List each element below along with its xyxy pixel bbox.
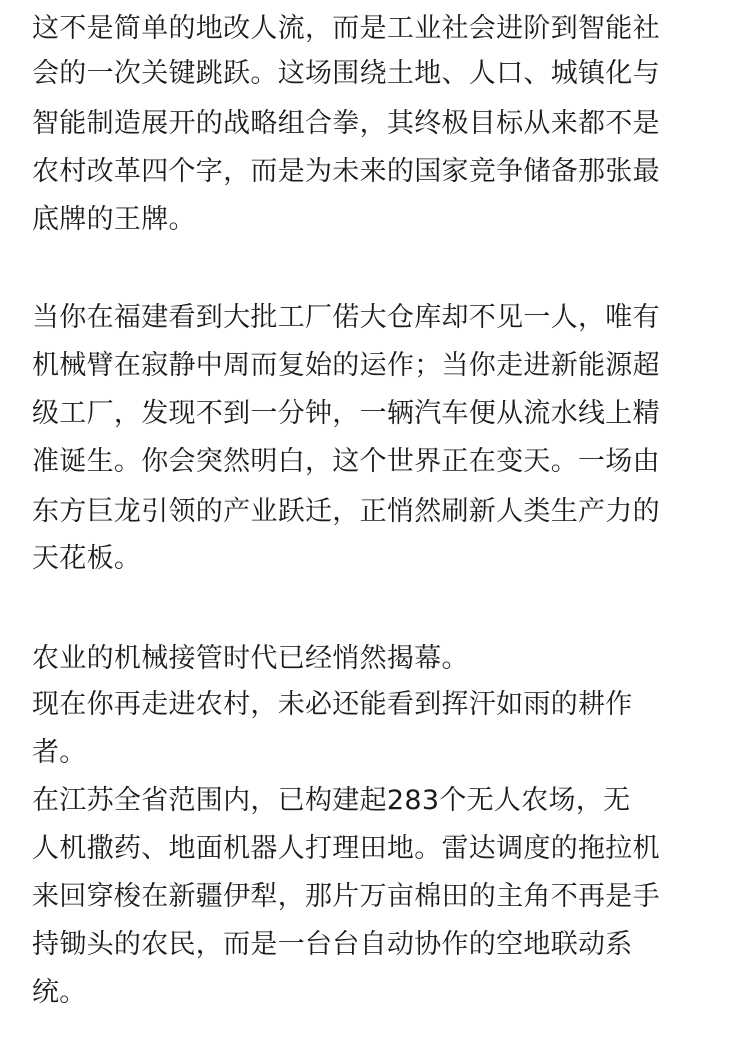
paragraph-3-line-5: 人机撒药、地面机器人打理田地。雷达调度的拖拉机 bbox=[32, 833, 660, 864]
paragraph-2-line-6: 天花板。 bbox=[32, 543, 142, 574]
paragraph-2-line-1: 当你在福建看到大批工厂偌大仓库却不见一人，唯有 bbox=[32, 302, 660, 333]
paragraph-1-line-4: 农村改革四个字，而是为未来的国家竞争储备那张最 bbox=[32, 156, 660, 187]
paragraph-1-line-3: 智能制造展开的战略组合拳，其终极目标从来都不是 bbox=[32, 108, 660, 139]
paragraph-3-line-2: 现在你再走进农村，未必还能看到挥汗如雨的耕作 bbox=[32, 689, 633, 720]
paragraph-2-line-4: 准诞生。你会突然明白，这个世界正在变天。一场由 bbox=[32, 446, 660, 477]
paragraph-3-line-4: 在江苏全省范围内，已构建起283个无人农场，无 bbox=[32, 785, 631, 816]
paragraph-3-line-1: 农业的机械接管时代已经悄然揭幕。 bbox=[32, 643, 469, 674]
paragraph-3-line-7: 持锄头的农民，而是一台台自动协作的空地联动系 bbox=[32, 929, 633, 960]
paragraph-2-line-3: 级工厂，发现不到一分钟，一辆汽车便从流水线上精 bbox=[32, 398, 660, 429]
paragraph-3-line-6: 来回穿梭在新疆伊犁，那片万亩棉田的主角不再是手 bbox=[32, 881, 660, 912]
paragraph-3-line-3: 者。 bbox=[32, 737, 87, 768]
paragraph-2-line-5: 东方巨龙引领的产业跃迁，正悄然刷新人类生产力的 bbox=[32, 496, 660, 527]
paragraph-2-line-2: 机械臂在寂静中周而复始的运作；当你走进新能源超 bbox=[32, 350, 660, 381]
paragraph-1-line-1: 这不是简单的地改人流，而是工业社会进阶到智能社 bbox=[32, 13, 660, 44]
paragraph-3-line-8: 统。 bbox=[32, 977, 87, 1008]
paragraph-1-line-5: 底牌的王牌。 bbox=[32, 204, 196, 235]
paragraph-1-line-2: 会的一次关键跳跃。这场围绕土地、人口、城镇化与 bbox=[32, 58, 660, 89]
